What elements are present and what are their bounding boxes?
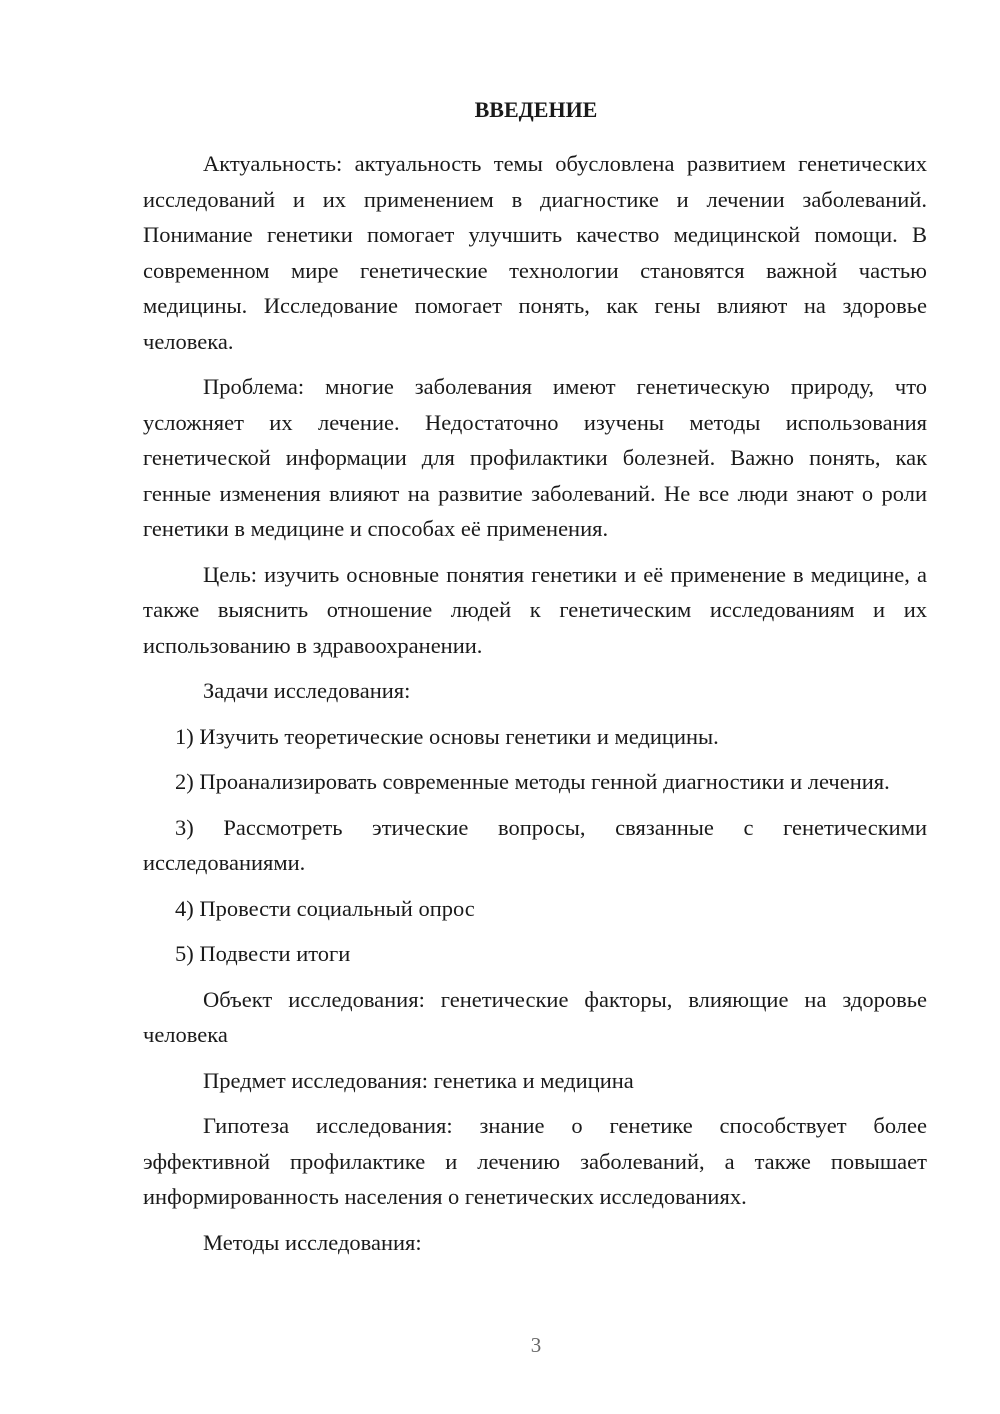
paragraph-goal: Цель: изучить основные понятия генетики и её применение в медицине, а также выяснить отношение людей к генетическим исследованиям и их использованию в здравоохранении. — [143, 561, 927, 658]
task-item-5: 5) Подвести итоги — [175, 941, 351, 966]
paragraph-relevance: Актуальность: актуальность темы обусловлена развитием генетических исследований и их применением в диагностике и лечении заболеваний. Понимание генетики помогает улучшить качество медицинской помощи. В современном мире генетические технологии становятся важной частью медицины. Исследование помогает понять, как гены влияют на здоровье человека. — [143, 151, 927, 354]
paragraph-tasks-heading: Задачи исследования: — [203, 678, 411, 703]
task-item-1: 1) Изучить теоретические основы генетики и медицины. — [175, 723, 719, 749]
task-item-3: 3) Рассмотреть этические вопросы, связанные с генетическими исследованиями. — [143, 814, 927, 875]
paragraph-problem: Проблема: многие заболевания имеют генетическую природу, что усложняет их лечение. Недостаточно изучены методы использования генетической информации для профилактики болезней. Важно понять, как генные изменения влияют на развитие заболеваний. Не все люди знают о роли генетики в медицине и способах её применения. — [143, 374, 927, 541]
task-item-2: 2) Проанализировать современные методы генной диагностики и лечения. — [175, 769, 890, 794]
paragraph-methods: Методы исследования: — [203, 1229, 422, 1255]
paragraph-hypothesis: Гипотеза исследования: знание о генетике способствует более эффективной профилактике и лечению заболеваний, а также повышает информированность населения о генетических исследованиях. — [143, 1113, 927, 1209]
paragraph-object: Объект исследования: генетические факторы, влияющие на здоровье человека — [143, 986, 927, 1047]
page-title: ВВЕДЕНИЕ — [474, 97, 598, 122]
page-number: 3 — [530, 1333, 542, 1357]
task-item-4: 4) Провести социальный опрос — [175, 895, 475, 921]
paragraph-subject: Предмет исследования: генетика и медицина — [203, 1067, 634, 1093]
document-page — [143, 94, 927, 1270]
